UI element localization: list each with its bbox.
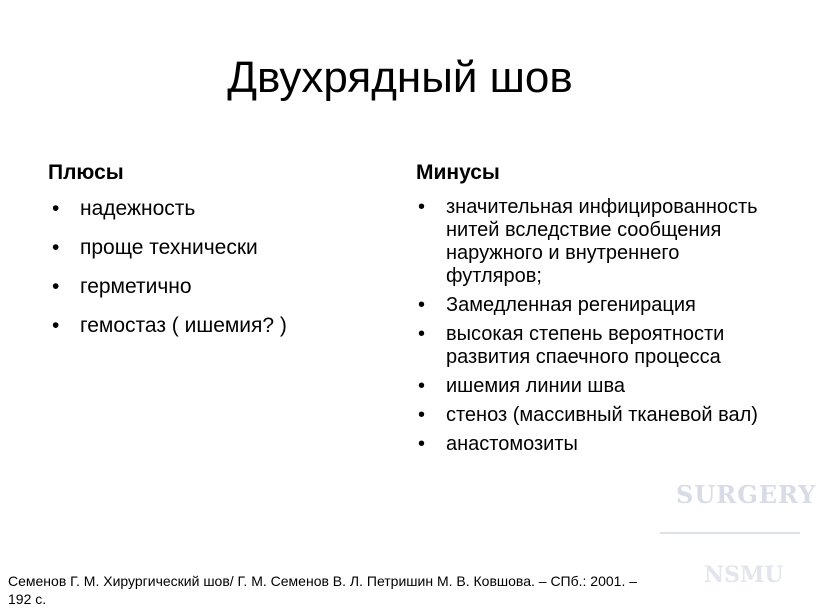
list-item bbox=[48, 235, 388, 260]
bullet-icon: • bbox=[52, 197, 60, 220]
citation-footer: Семенов Г. М. Хирургический шов/ Г. М. Семенов В. Л. Петришин М. В. Ковшова. – СПб.: 2001. – bbox=[8, 573, 638, 589]
bullet-icon: • bbox=[418, 323, 426, 345]
bullet-icon: • bbox=[52, 236, 60, 259]
bullet-icon: • bbox=[418, 294, 426, 316]
list-item-text: ишемия линии шва bbox=[446, 375, 626, 397]
bullet-icon: • bbox=[418, 433, 426, 455]
cons-column bbox=[416, 160, 776, 462]
slide-title: Двухрядный шов bbox=[227, 53, 573, 102]
list-item bbox=[48, 196, 388, 221]
bullet-icon: • bbox=[52, 314, 60, 337]
list-item bbox=[416, 196, 776, 288]
list-item-text: Замедленная регенирация bbox=[446, 294, 696, 316]
list-item bbox=[48, 313, 388, 338]
list-item-text: высокая степень вероятности развития спаечного процесса bbox=[446, 323, 725, 368]
bullet-icon: • bbox=[52, 275, 60, 298]
watermark-text: SURGERY bbox=[676, 480, 816, 509]
pros-list bbox=[48, 196, 388, 338]
list-item-text: гемостаз ( ишемия? ) bbox=[80, 314, 287, 337]
list-item bbox=[416, 323, 776, 369]
list-item bbox=[416, 294, 776, 317]
bullet-icon: • bbox=[418, 375, 426, 397]
list-item bbox=[416, 433, 776, 456]
cons-list bbox=[416, 196, 776, 456]
cons-heading: Минусы bbox=[416, 161, 500, 184]
list-item-text: значительная инфицированность нитей вследствие сообщения наружного и внутреннего футляров; bbox=[446, 196, 758, 287]
bullet-icon: • bbox=[418, 404, 426, 426]
list-item-text: стеноз (массивный тканевой вал) bbox=[446, 404, 758, 426]
citation-footer-continued: 192 с. bbox=[8, 591, 47, 607]
pros-column bbox=[48, 160, 388, 352]
list-item-text: надежность bbox=[80, 197, 196, 220]
bullet-icon: • bbox=[418, 196, 426, 218]
list-item bbox=[416, 404, 776, 427]
list-item-text: анастомозиты bbox=[446, 433, 578, 455]
list-item bbox=[416, 375, 776, 398]
watermark-divider bbox=[660, 532, 800, 534]
list-item-text: проще технически bbox=[80, 236, 258, 259]
list-item-text: герметично bbox=[80, 275, 192, 298]
pros-heading: Плюсы bbox=[48, 161, 124, 184]
watermark-text-secondary: NSMU bbox=[704, 562, 784, 588]
list-item bbox=[48, 274, 388, 299]
